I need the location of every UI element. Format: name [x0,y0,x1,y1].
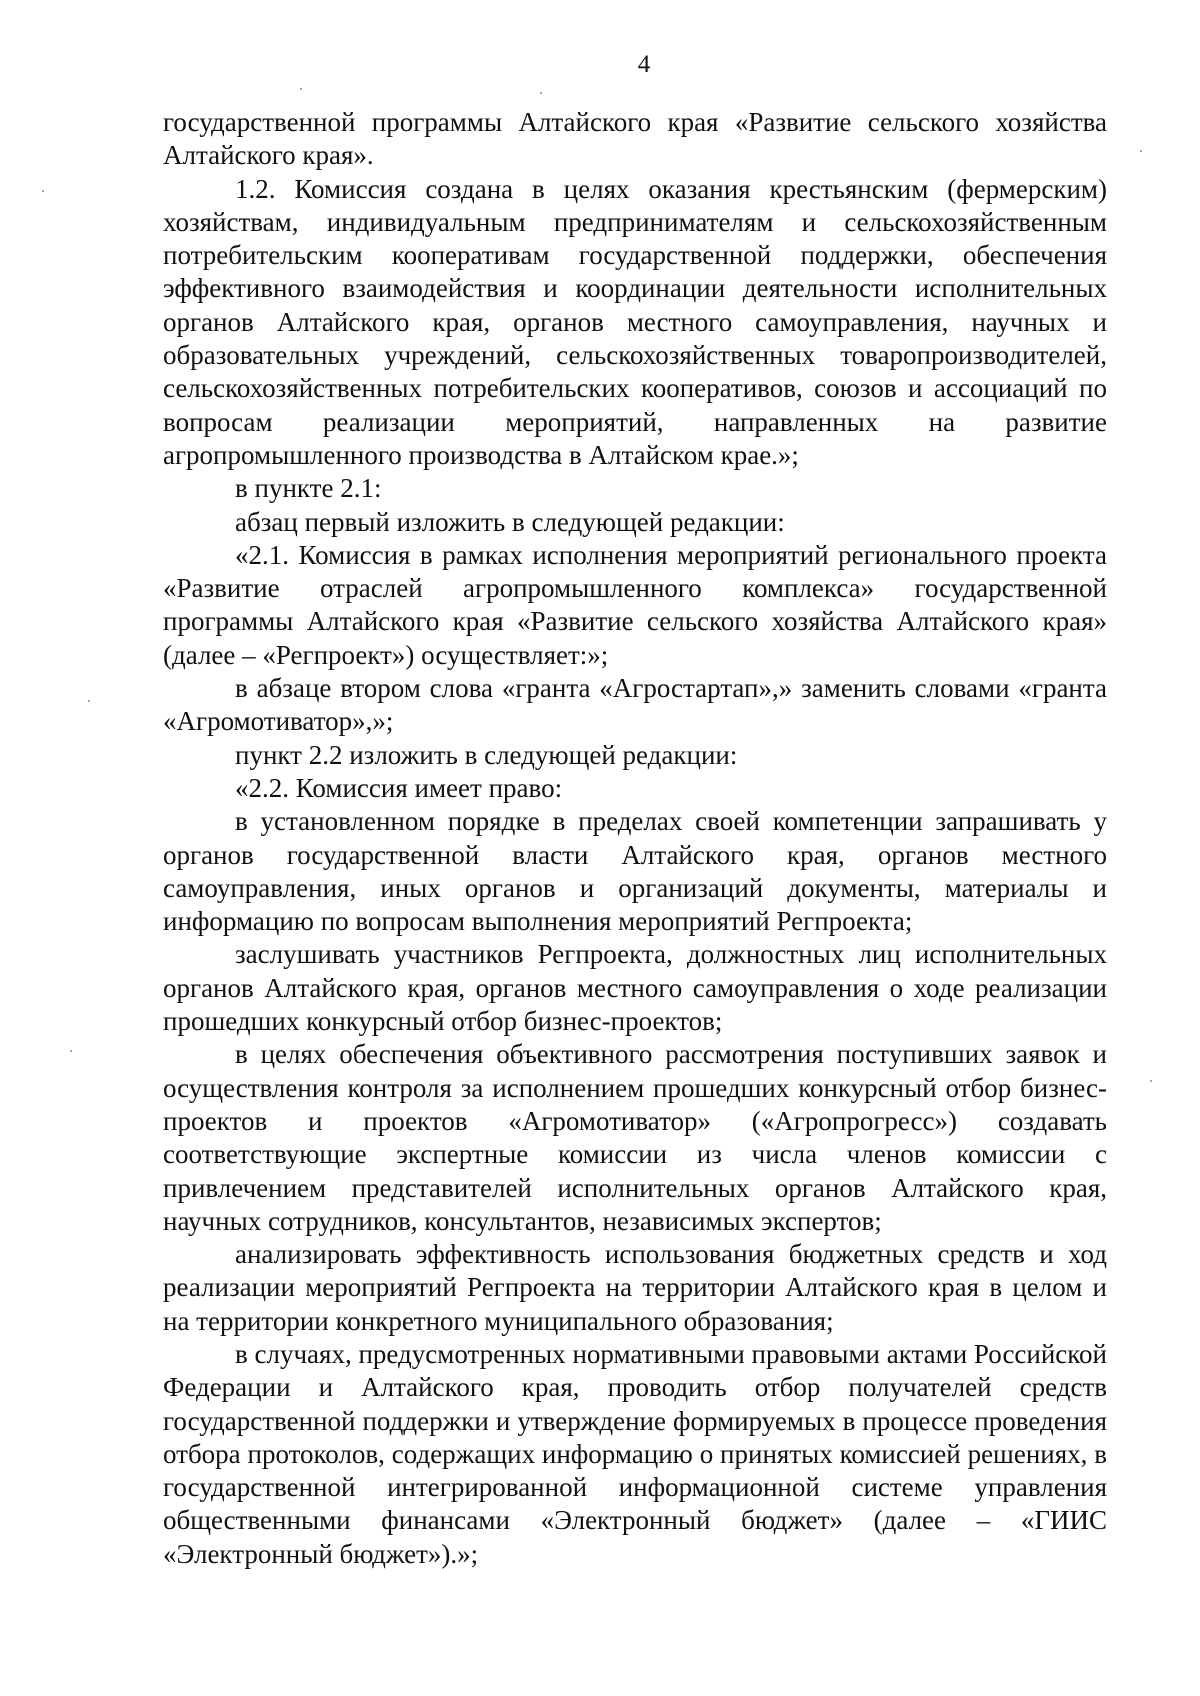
paragraph-1-2-purpose: 1.2. Комиссия создана в целях оказания крестьянским (фермерским) хозяйствам, индивидуальным предпринимателям и сельскохозяйственным потребительским кооперативам государственной поддержки, обеспечения эффективного взаимодействия и координации деятельности исполнительных органов Алтайского края, органов местного самоуправления, научных и образовательных учреждений, сельскохозяйственных товаропроизводителей, сельскохозяйственных потребительских кооперативов, союзов и ассоциаций по вопросам реализации мероприятий, направленных на развитие агропромышленного производства в Алтайском крае.»; [163,173,1107,470]
page-number: 4 [637,51,651,78]
scan-speck [540,92,542,94]
paragraph-right-hear: заслушивать участников Регпроекта, должностных лиц исполнительных органов Алтайского края, органов местного самоуправления о ходе реализации прошедших конкурсный отбор бизнес-проектов; [163,939,1107,1037]
paragraph-first-abzac-instruction: абзац первый изложить в следующей редакции: [235,506,785,537]
paragraph-right-request: в установленном порядке в пределах своей компетенции запрашивать у органов государственной власти Алтайского края, органов местного самоуправления, иных органов и организаций документы, материалы и информацию по вопросам выполнения мероприятий Регпроекта; [163,806,1107,937]
scan-speck [1140,150,1142,152]
paragraph-right-analyze: анализировать эффективность использования бюджетных средств и ход реализации мероприятий Регпроекта на территории Алтайского края в целом и на территории конкретного муниципального образования; [163,1239,1107,1336]
paragraph-continuation: государственной программы Алтайского края «Развитие сельского хозяйства Алтайского края». [163,107,1107,171]
paragraph-2-1-new-text: «2.1. Комиссия в рамках исполнения мероприятий регионального проекта «Развитие отраслей агропромышленного комплекса» государственной программы Алтайского края «Развитие сельского хозяйства Алтайского края» (далее – «Регпроект») осуществляет:»; [163,539,1107,670]
scan-speck [1150,1080,1152,1082]
paragraph-second-abzac-replacement: в абзаце втором слова «гранта «Агростартап»,» заменить словами «гранта «Агромотиватор»,»; [163,673,1107,737]
scan-speck [88,700,90,702]
paragraph-2-2-heading: «2.2. Комиссия имеет право: [235,772,563,803]
paragraph-in-point-2-1: в пункте 2.1: [235,473,382,504]
document-body [163,106,1107,1571]
paragraph-right-expert-commissions: в целях обеспечения объективного рассмотрения поступивших заявок и осуществления контроля за исполнением прошедших конкурсный отбор бизнес-проектов и проектов «Агромотиватор» («Агропрогресс») создавать соответствующие экспертные комиссии из числа членов комиссии с привлечением представителей исполнительных органов Алтайского края, научных сотрудников, консультантов, независимых экспертов; [163,1039,1107,1236]
scan-speck [42,190,44,192]
scan-speck [300,88,302,90]
paragraph-point-2-2-instruction: пункт 2.2 изложить в следующей редакции: [235,739,738,770]
scan-speck [70,1050,72,1052]
paragraph-right-selection: в случаях, предусмотренных нормативными правовыми актами Российской Федерации и Алтайского края, проводить отбор получателей средств государственной поддержки и утверждение формируемых в процессе проведения отбора протоколов, содержащих информацию о принятых комиссией решениях, в государственной интегрированной информационной системе управления общественными финансами «Электронный бюджет» (далее – «ГИИС «Электронный бюджет»).»; [163,1338,1107,1569]
